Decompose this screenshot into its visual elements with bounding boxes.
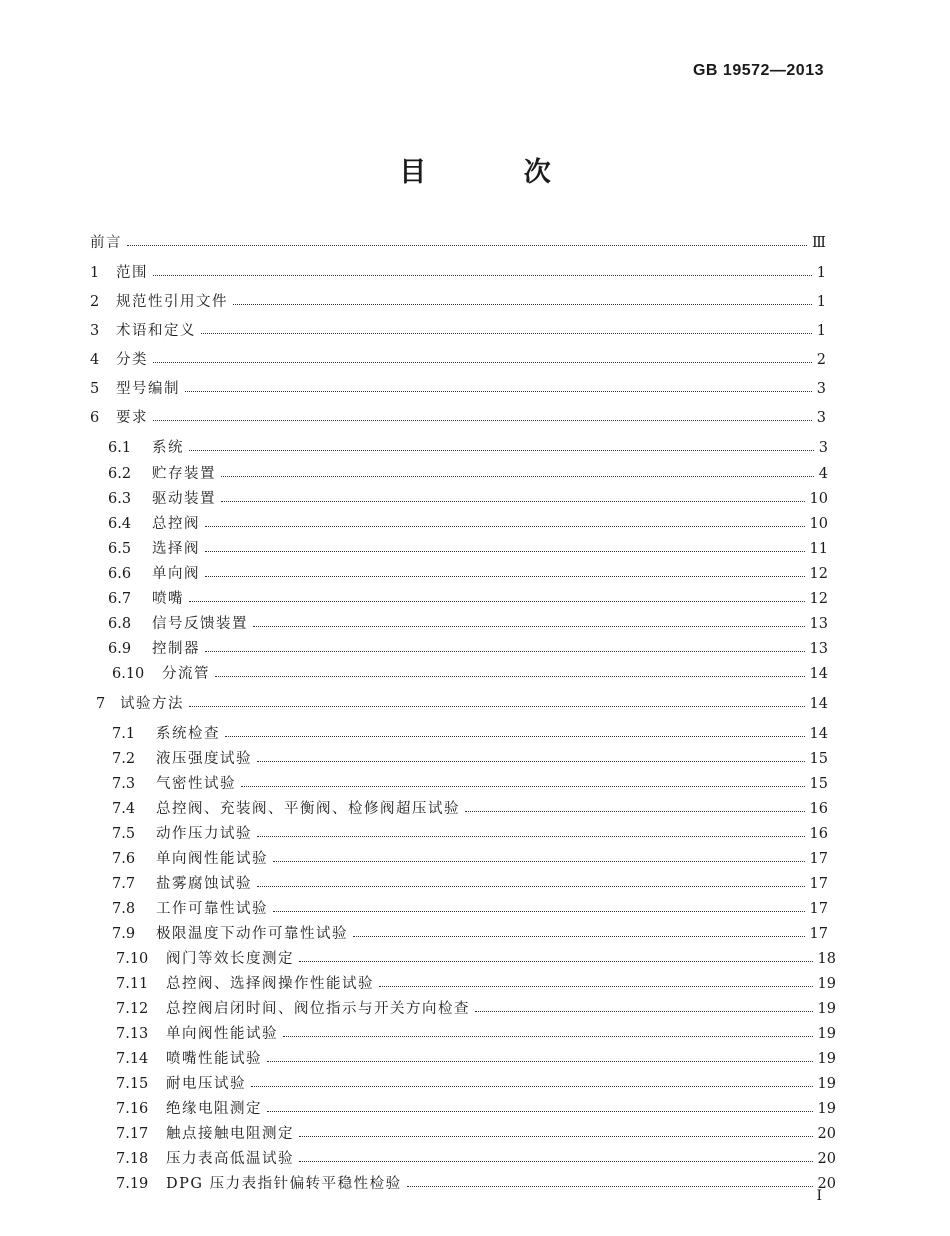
toc-leader-dots [205,575,805,577]
toc-entry-page: 19 [817,1101,836,1117]
toc-entry-label: 选择阀 [152,541,200,557]
toc-entry-page: 20 [817,1176,836,1192]
toc-leader-dots [299,960,813,962]
toc-entry-number: 7.17 [116,1126,149,1142]
toc-entry[interactable] [90,320,826,342]
toc-entry[interactable] [112,798,828,820]
toc-entry-number: 7.4 [112,801,136,817]
toc-leader-dots [233,303,812,305]
toc-entry[interactable] [108,613,828,635]
toc-entry[interactable] [108,638,828,660]
toc-entry-page: 20 [817,1126,836,1142]
toc-leader-dots [127,244,807,246]
toc-entry-label: DPG 压力表指针偏转平稳性检验 [166,1176,402,1192]
toc-entry-number: 7.12 [116,1001,149,1017]
toc-entry-label: 触点接触电阻测定 [166,1126,294,1142]
toc-leader-dots [153,419,812,421]
toc-entry-page: 11 [809,541,828,557]
toc-leader-dots [189,600,805,602]
toc-entry[interactable] [112,748,828,770]
toc-entry-label: 液压强度试验 [156,751,252,767]
toc-leader-dots [225,735,805,737]
toc-leader-dots [353,935,805,937]
toc-leader-dots [299,1160,813,1162]
toc-entry[interactable] [116,998,836,1020]
toc-leader-dots [241,785,805,787]
toc-entry[interactable] [112,723,828,745]
toc-entry-number: 6.1 [108,440,132,456]
toc-entry[interactable] [116,1123,836,1145]
toc-entry-page: 17 [809,851,828,867]
toc-entry-label: 范围 [116,265,148,281]
toc-entry-label: 试验方法 [120,696,184,712]
toc-entry-page: 14 [809,726,828,742]
toc-entry-label: 总控阀启闭时间、阀位指示与开关方向检查 [166,1001,470,1017]
toc-entry-page: 17 [809,926,828,942]
toc-entry[interactable] [108,437,828,459]
toc-entry-label: 喷嘴 [152,591,184,607]
toc-leader-dots [189,705,805,707]
toc-entry[interactable] [108,588,828,610]
toc-entry-page: 4 [818,466,828,482]
toc-entry[interactable] [108,563,828,585]
toc-leader-dots [205,525,805,527]
toc-entry-number: 6 [90,410,100,426]
toc-entry-label: 前言 [90,235,122,251]
toc-entry[interactable] [90,349,826,371]
toc-leader-dots [205,650,805,652]
toc-leader-dots [153,361,812,363]
toc-leader-dots [267,1060,813,1062]
toc-entry-page: 15 [809,751,828,767]
toc-entry-number: 7.9 [112,926,136,942]
toc-entry-label: 总控阀 [152,516,200,532]
toc-entry-label: 盐雾腐蚀试验 [156,876,252,892]
toc-entry-page: 13 [809,641,828,657]
toc-entry-number: 2 [90,294,100,310]
toc-entry[interactable] [112,773,828,795]
toc-entry-label: 压力表高低温试验 [166,1151,294,1167]
toc-entry[interactable] [116,1073,836,1095]
toc-leader-dots [267,1110,813,1112]
toc-entry-number: 5 [90,381,100,397]
toc-entry-label: 分流管 [162,666,210,682]
toc-entry-number: 7.7 [112,876,136,892]
toc-entry[interactable] [116,973,836,995]
toc-leader-dots [201,332,812,334]
toc-entry-page: 17 [809,901,828,917]
toc-entry-number: 3 [90,323,100,339]
toc-entry-number: 6.3 [108,491,132,507]
toc-entry-page: 16 [809,826,828,842]
toc-leader-dots [153,274,812,276]
toc-entry-label: 总控阀、选择阀操作性能试验 [166,976,374,992]
toc-entry-page: 19 [817,1026,836,1042]
toc-entry-number: 6.7 [108,591,132,607]
toc-leader-dots [189,449,814,451]
toc-entry-number: 7.5 [112,826,136,842]
toc-entry-label: 单向阀性能试验 [166,1026,278,1042]
toc-entry-label: 系统 [152,440,184,456]
toc-entry[interactable] [108,488,828,510]
toc-entry[interactable] [112,923,828,945]
toc-entry-number: 6.8 [108,616,132,632]
toc-entry-page: 10 [809,516,828,532]
toc-entry-page: 19 [817,1076,836,1092]
toc-entry[interactable] [116,1098,836,1120]
toc-entry-label: 贮存装置 [152,466,216,482]
toc-entry[interactable] [116,1173,836,1195]
toc-entry-number: 7.16 [116,1101,149,1117]
toc-leader-dots [299,1135,813,1137]
toc-entry-number: 7.3 [112,776,136,792]
toc-entry-label: 单向阀 [152,566,200,582]
toc-entry-label: 术语和定义 [116,323,196,339]
toc-entry-page: 3 [816,381,826,397]
toc-entry-number: 1 [90,265,100,281]
toc-entry-number: 7.14 [116,1051,149,1067]
toc-entry[interactable] [90,232,826,254]
toc-entry[interactable] [108,538,828,560]
toc-entry[interactable] [108,463,828,485]
toc-entry-label: 工作可靠性试验 [156,901,268,917]
toc-entry-page: 19 [817,976,836,992]
toc-entry-number: 7.8 [112,901,136,917]
toc-entry-label: 耐电压试验 [166,1076,246,1092]
toc-entry-label: 阀门等效长度测定 [166,951,294,967]
toc-leader-dots [273,860,805,862]
toc-entry[interactable] [90,378,826,400]
toc-entry-number: 7.10 [116,951,149,967]
toc-entry[interactable] [108,513,828,535]
toc-entry-page: 1 [816,294,826,310]
toc-entry-label: 驱动装置 [152,491,216,507]
toc-entry[interactable] [90,407,826,429]
toc-entry-label: 总控阀、充装阀、平衡阀、检修阀超压试验 [156,801,460,817]
toc-entry[interactable] [116,1148,836,1170]
toc-entry-page: Ⅲ [812,235,826,251]
toc-entry-page: 1 [816,265,826,281]
toc-entry-page: 13 [809,616,828,632]
toc-entry-page: 20 [817,1151,836,1167]
toc-leader-dots [257,885,805,887]
page-title: 目 次 [399,157,595,188]
toc-leader-dots [215,675,805,677]
toc-leader-dots [283,1035,813,1037]
toc-entry-number: 7.19 [116,1176,149,1192]
toc-leader-dots [221,475,814,477]
toc-entry-page: 14 [809,696,828,712]
toc-entry-page: 12 [809,591,828,607]
toc-entry-number: 6.10 [112,666,145,682]
toc-leader-dots [407,1185,813,1187]
toc-entry-page: 16 [809,801,828,817]
toc-leader-dots [205,550,805,552]
toc-entry-label: 气密性试验 [156,776,236,792]
toc-entry-label: 分类 [116,352,148,368]
toc-entry-number: 6.2 [108,466,132,482]
toc-entry-page: 18 [817,951,836,967]
toc-entry[interactable] [90,262,826,284]
standard-code: GB 19572—2013 [692,62,824,79]
toc-entry-label: 控制器 [152,641,200,657]
toc-entry-number: 7.2 [112,751,136,767]
toc-leader-dots [465,810,805,812]
toc-entry-page: 1 [816,323,826,339]
toc-entry-page: 19 [817,1051,836,1067]
toc-leader-dots [251,1085,813,1087]
toc-entry[interactable] [116,948,836,970]
toc-leader-dots [257,760,805,762]
toc-entry-page: 12 [809,566,828,582]
toc-entry-page: 19 [817,1001,836,1017]
toc-leader-dots [185,390,812,392]
toc-entry-number: 6.9 [108,641,132,657]
toc-entry-label: 单向阀性能试验 [156,851,268,867]
toc-entry-label: 动作压力试验 [156,826,252,842]
toc-entry-number: 7.18 [116,1151,149,1167]
toc-entry-number: 6.4 [108,516,132,532]
toc-entry-number: 7 [96,696,106,712]
toc-entry-number: 7.11 [116,976,149,992]
toc-leader-dots [379,985,813,987]
toc-entry-page: 3 [816,410,826,426]
toc-entry-page: 10 [809,491,828,507]
toc-entry[interactable] [112,663,828,685]
page-number: I [816,1188,822,1204]
toc-entry[interactable] [116,1048,836,1070]
toc-entry-label: 规范性引用文件 [116,294,228,310]
toc-entry-page: 3 [818,440,828,456]
toc-entry-page: 15 [809,776,828,792]
toc-entry[interactable] [112,848,828,870]
toc-entry[interactable] [116,1023,836,1045]
toc-entry-number: 4 [90,352,100,368]
toc-leader-dots [253,625,805,627]
toc-entry-number: 6.5 [108,541,132,557]
toc-leader-dots [273,910,805,912]
toc-entry-label: 信号反馈装置 [152,616,248,632]
toc-entry-label: 系统检查 [156,726,220,742]
toc-entry-label: 型号编制 [116,381,180,397]
toc-entry[interactable] [112,873,828,895]
toc-leader-dots [221,500,805,502]
toc-entry-label: 绝缘电阻测定 [166,1101,262,1117]
toc-entry-label: 要求 [116,410,148,426]
toc-entry[interactable] [96,693,828,715]
toc-entry-number: 6.6 [108,566,132,582]
toc-entry-number: 7.6 [112,851,136,867]
toc-leader-dots [257,835,805,837]
toc-entry-number: 7.15 [116,1076,149,1092]
toc-entry-label: 喷嘴性能试验 [166,1051,262,1067]
toc-entry-number: 7.13 [116,1026,149,1042]
toc-entry[interactable] [90,291,826,313]
toc-entry-page: 17 [809,876,828,892]
toc-entry-label: 极限温度下动作可靠性试验 [156,926,348,942]
toc-entry[interactable] [112,823,828,845]
toc-entry-page: 14 [809,666,828,682]
toc-entry-number: 7.1 [112,726,136,742]
toc-entry[interactable] [112,898,828,920]
toc-leader-dots [475,1010,813,1012]
toc-entry-page: 2 [816,352,826,368]
